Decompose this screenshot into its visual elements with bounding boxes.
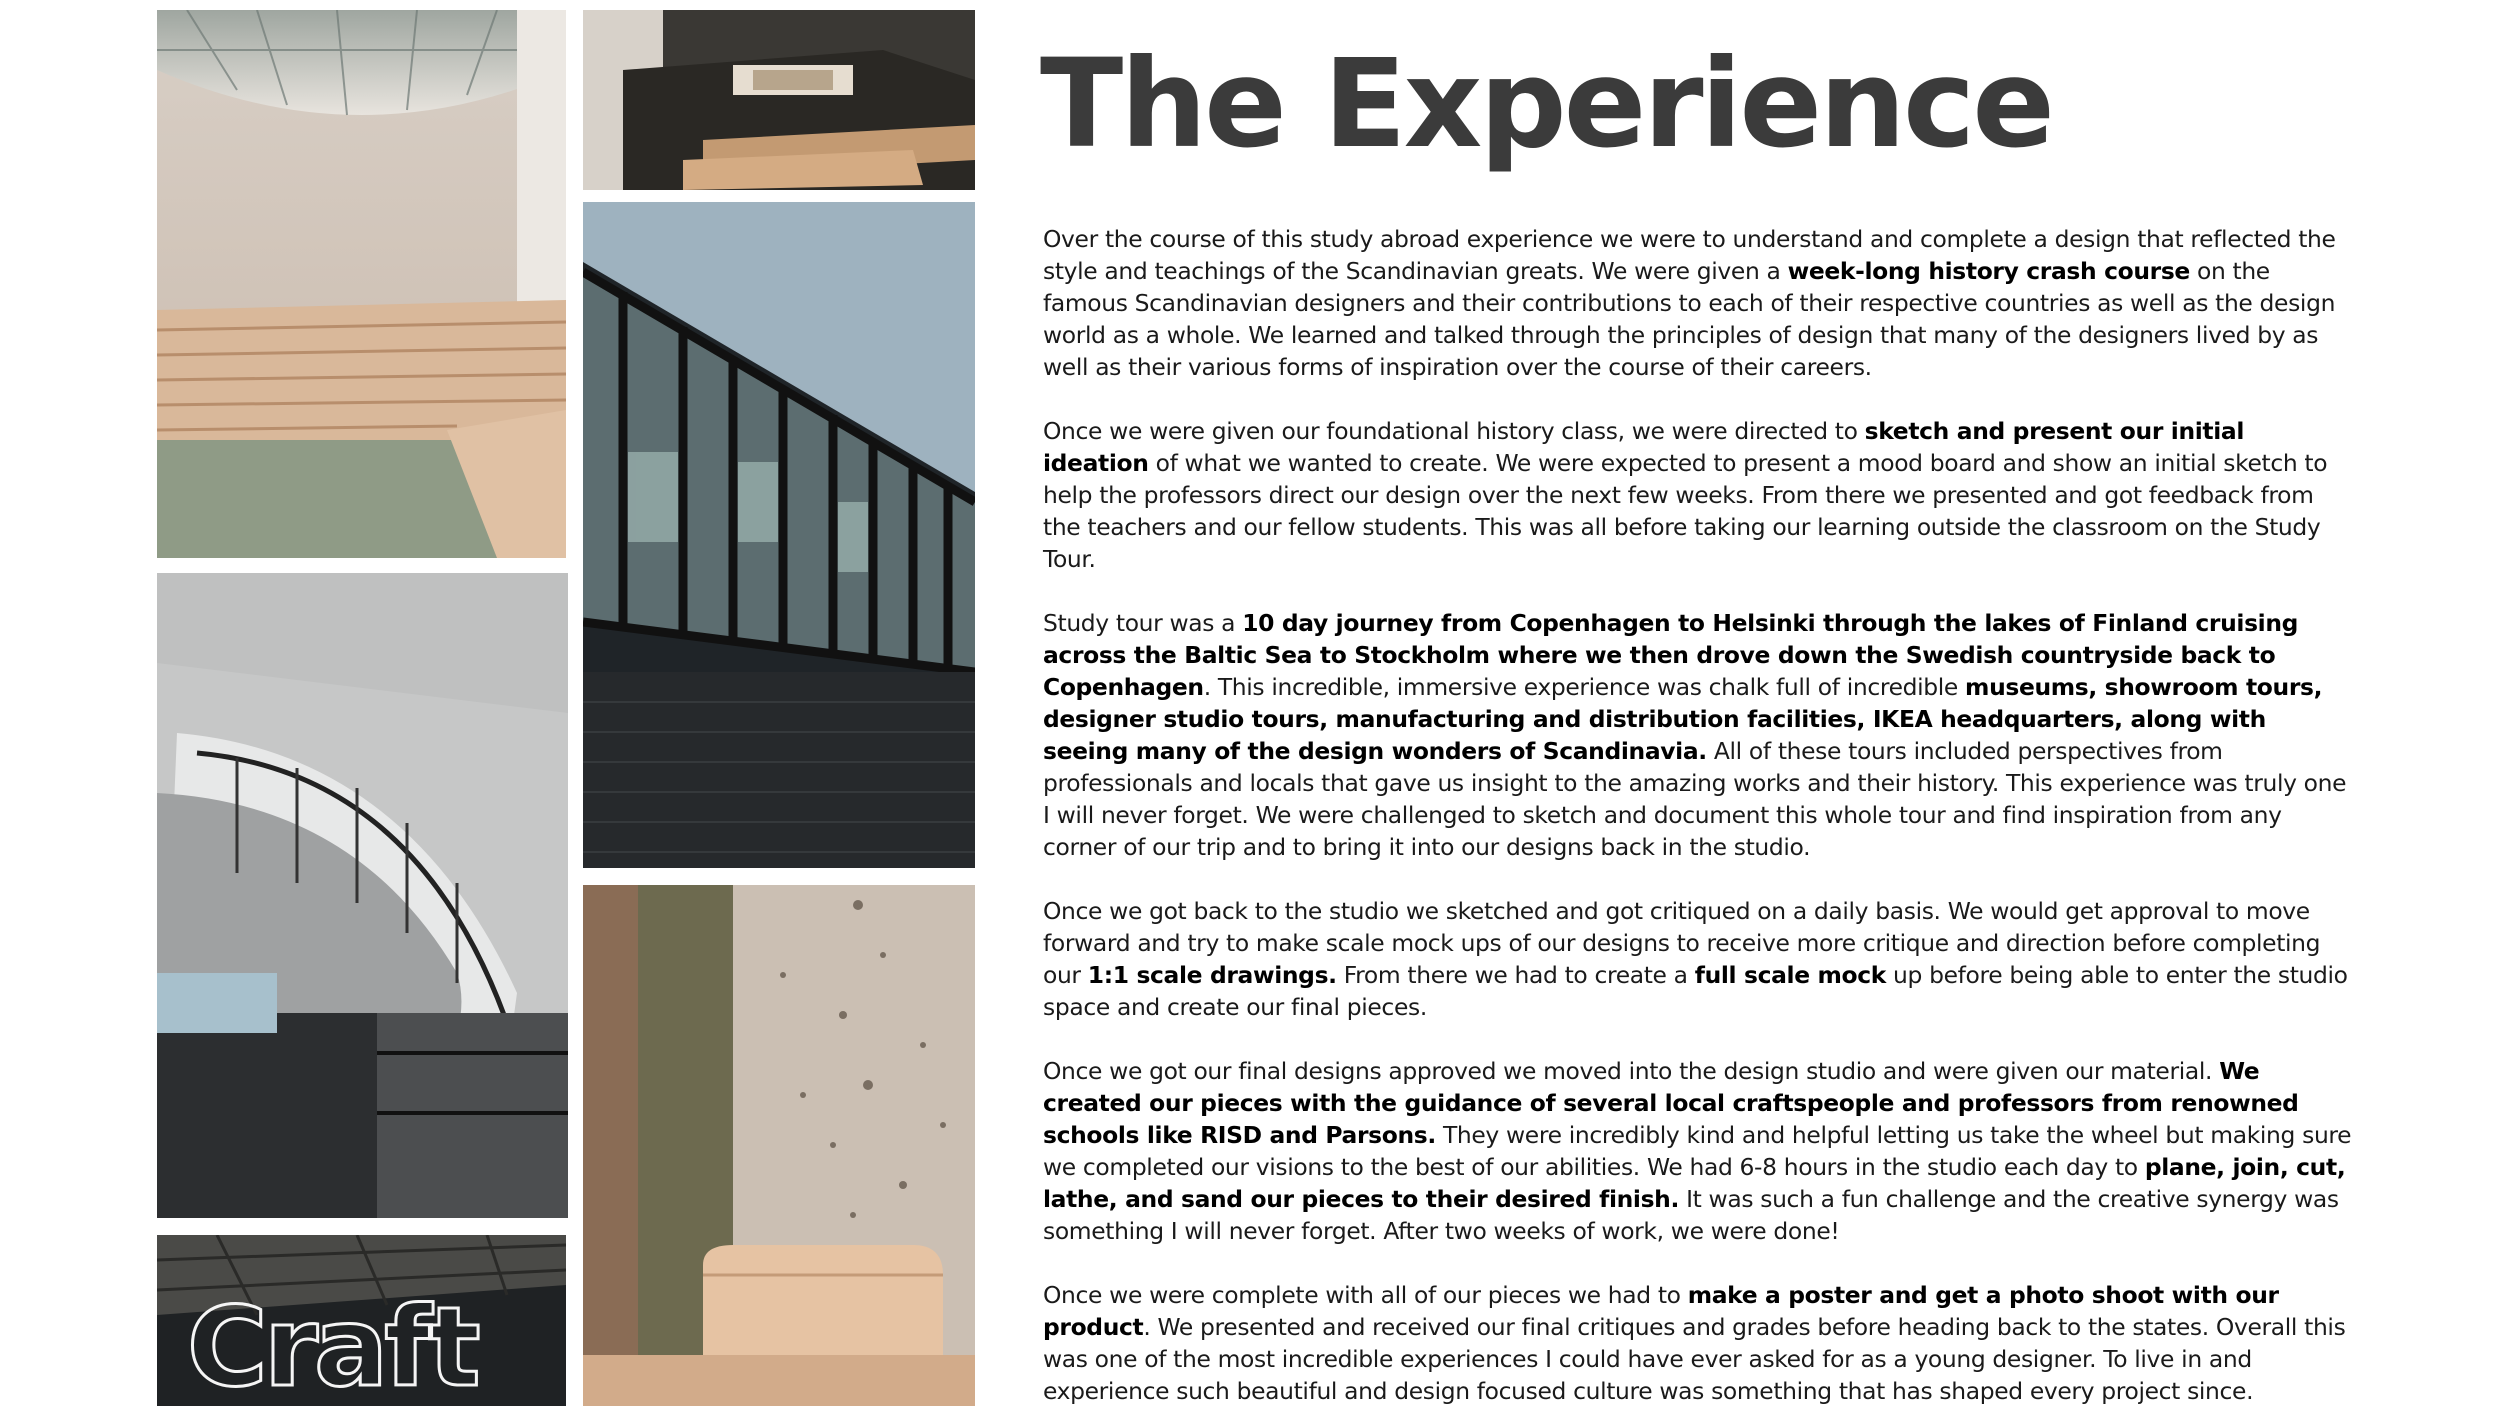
emphasis-text: We created our pieces with the guidance of several local craftspeople and professors from renowned schools like RISD and Parsons. xyxy=(1043,1057,2299,1149)
studio-desk-photo xyxy=(583,10,975,190)
atrium-dome-photo xyxy=(157,10,566,558)
body-text-run: Over the course of this study abroad experience we were to understand and complete a design that reflected the style and teachings of the Scandinavian greats. We were given a xyxy=(1043,225,2336,285)
glass-facade-photo xyxy=(583,202,975,868)
body-text-run: Once we got back to the studio we sketched and got critiqued on a daily basis. We would get approval to move forward and try to make scale mock ups of our designs to receive more critique and direction before completing our xyxy=(1043,897,2321,989)
emphasis-text: full scale mock xyxy=(1694,961,1886,989)
emphasis-text: sketch and present our initial ideation xyxy=(1043,417,2245,477)
spiral-staircase-photo xyxy=(157,573,568,1218)
body-text-run: From there we had to create a xyxy=(1336,961,1695,989)
body-text-run: Study tour was a xyxy=(1043,609,1243,637)
paragraph-2 xyxy=(1043,415,2353,575)
concrete-wall-photo xyxy=(583,885,975,1406)
emphasis-text: plane, join, cut, lathe, and sand our pieces to their desired finish. xyxy=(1043,1153,2346,1213)
body-text-run: It was such a fun challenge and the creative synergy was something I will never forget. After two weeks of work, we were done! xyxy=(1043,1185,2339,1245)
craft-neon-sign-photo xyxy=(157,1235,566,1406)
body-text-run: . This incredible, immersive experience was chalk full of incredible xyxy=(1203,673,1966,701)
body-text-run: All of these tours included perspectives from professionals and locals that gave us insight to the amazing works and their history. This experience was truly one I will never forget. We were challenged to sketch and document this whole tour and find inspiration from any corner of our trip and to bring it into our designs back in the studio. xyxy=(1043,737,2347,861)
experience-body xyxy=(1043,223,2353,1406)
body-text-run: of what we wanted to create. We were expected to present a mood board and show an initial sketch to help the professors direct our design over the next few weeks. From there we presented and got feedback from the teachers and our fellow students. This was all before taking our learning outside the classroom on the Study Tour. xyxy=(1043,449,2328,573)
paragraph-5 xyxy=(1043,1055,2353,1247)
emphasis-text: make a poster and get a photo shoot with our product xyxy=(1043,1281,2279,1341)
body-text-run: Once we were complete with all of our pieces we had to xyxy=(1043,1281,1688,1309)
body-text-run: They were incredibly kind and helpful letting us take the wheel but making sure we completed our visions to the best of our abilities. We had 6-8 hours in the studio each day to xyxy=(1043,1121,2352,1181)
body-text-run: up before being able to enter the studio space and create our final pieces. xyxy=(1043,961,2348,1021)
body-text-run: Once we were given our foundational history class, we were directed to xyxy=(1043,417,1865,445)
page-title: The Experience xyxy=(1040,33,2053,175)
paragraph-1 xyxy=(1043,223,2353,383)
emphasis-text: week-long history crash course xyxy=(1787,257,2190,285)
body-text-run: on the famous Scandinavian designers and their contributions to each of their respective countries as well as the design world as a whole. We learned and talked through the principles of design that many of the designers lived by as well as their various forms of inspiration over the course of their careers. xyxy=(1043,257,2336,381)
emphasis-text: 1:1 scale drawings. xyxy=(1087,961,1337,989)
emphasis-text: 10 day journey from Copenhagen to Helsinki through the lakes of Finland cruising across the Baltic Sea to Stockholm where we then drove down the Swedish countryside back to Copenhagen xyxy=(1043,609,2299,701)
body-text-run: . We presented and received our final critiques and grades before heading back to the states. Overall this was one of the most incredible experiences I could have ever asked for as a young designer. To live in and experience such beautiful and design focused culture was something that has shaped every project since. xyxy=(1043,1313,2346,1405)
craft-neon-text: Craft xyxy=(187,1283,477,1406)
body-text-run: Once we got our final designs approved we moved into the design studio and were given our material. xyxy=(1043,1057,2220,1085)
paragraph-4 xyxy=(1043,895,2353,1023)
emphasis-text: museums, showroom tours, designer studio tours, manufacturing and distribution facilities, IKEA headquarters, along with seeing many of the design wonders of Scandinavia. xyxy=(1043,673,2323,765)
paragraph-6 xyxy=(1043,1279,2353,1406)
paragraph-3 xyxy=(1043,607,2353,863)
